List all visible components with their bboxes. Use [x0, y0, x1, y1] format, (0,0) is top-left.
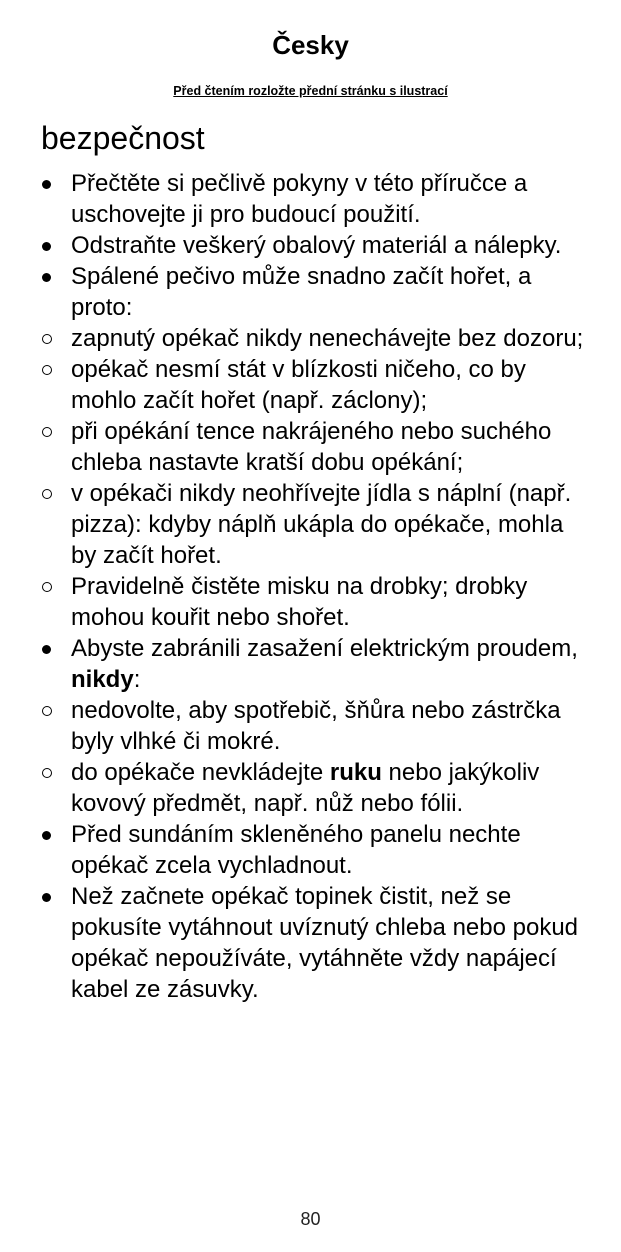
section-heading: bezpečnost — [41, 120, 205, 156]
list-item-text: zapnutý opékač nikdy nenechávejte bez dozoru; — [71, 325, 584, 352]
list-item — [40, 633, 585, 695]
safety-list — [40, 168, 585, 1005]
bullet-icon — [40, 819, 71, 850]
list-item-text: opékač nesmí stát v blízkosti ničeho, co by mohlo začít hořet (např. záclony); — [71, 356, 526, 414]
list-item — [40, 881, 585, 1005]
list-item — [40, 323, 585, 354]
list-item-text: při opékání tence nakrájeného nebo suchého chleba nastavte kratší dobu opékání; — [71, 418, 552, 476]
page-number: 80 — [300, 1209, 321, 1229]
list-item — [40, 354, 585, 416]
circle-bullet-icon — [40, 478, 71, 509]
circle-bullet-icon — [40, 354, 71, 385]
list-item — [40, 168, 585, 230]
circle-bullet-icon — [40, 416, 71, 447]
list-item-text: Před sundáním skleněného panelu nechte opékač zcela vychladnout. — [71, 821, 521, 879]
list-item — [40, 695, 585, 757]
list-item-text: nebo jakýkoliv kovový předmět, např. nůž nebo fólii. — [71, 759, 540, 817]
list-item-text: v opékači nikdy neohřívejte jídla s náplní (např. pizza): kdyby náplň ukápla do opékače, mohla by začít hořet. — [71, 480, 572, 569]
list-item-text: Pravidelně čistěte misku na drobky; drobky mohou kouřit nebo shořet. — [71, 573, 528, 631]
list-item-text: Odstraňte veškerý obalový materiál a nálepky. — [71, 232, 562, 259]
list-item-text: Přečtěte si pečlivě pokyny v této příručce a uschovejte ji pro budoucí použití. — [71, 170, 528, 228]
bullet-icon — [40, 881, 71, 912]
list-item-text: Než začnete opékač topinek čistit, než se pokusíte vytáhnout uvíznutý chleba nebo pokud opékač nepoužíváte, vytáhněte vždy napájecí kabel ze zásuvky. — [71, 883, 579, 1003]
page-title: Česky — [272, 30, 349, 60]
list-item — [40, 261, 585, 323]
circle-bullet-icon — [40, 757, 71, 788]
list-item — [40, 230, 585, 261]
page-subtitle: Před čtením rozložte přední stránku s ilustrací — [173, 84, 448, 98]
circle-bullet-icon — [40, 323, 71, 354]
circle-bullet-icon — [40, 571, 71, 602]
list-item — [40, 571, 585, 633]
list-item-text: nedovolte, aby spotřebič, šňůra nebo zástrčka byly vlhké či mokré. — [71, 697, 561, 755]
list-item-text: : — [133, 666, 141, 693]
list-item-text: Abyste zabránili zasažení elektrickým proudem, — [71, 635, 578, 662]
bullet-icon — [40, 261, 71, 292]
list-item — [40, 819, 585, 881]
emphasis-text: nikdy — [71, 666, 134, 693]
list-item-text: do opékače nevkládejte — [71, 759, 330, 786]
circle-bullet-icon — [40, 695, 71, 726]
list-item — [40, 416, 585, 478]
list-item — [40, 757, 585, 819]
bullet-icon — [40, 168, 71, 199]
emphasis-text: ruku — [329, 759, 382, 786]
list-item-text: Spálené pečivo může snadno začít hořet, a proto: — [71, 263, 532, 321]
list-item — [40, 478, 585, 571]
bullet-icon — [40, 230, 71, 261]
bullet-icon — [40, 633, 71, 664]
